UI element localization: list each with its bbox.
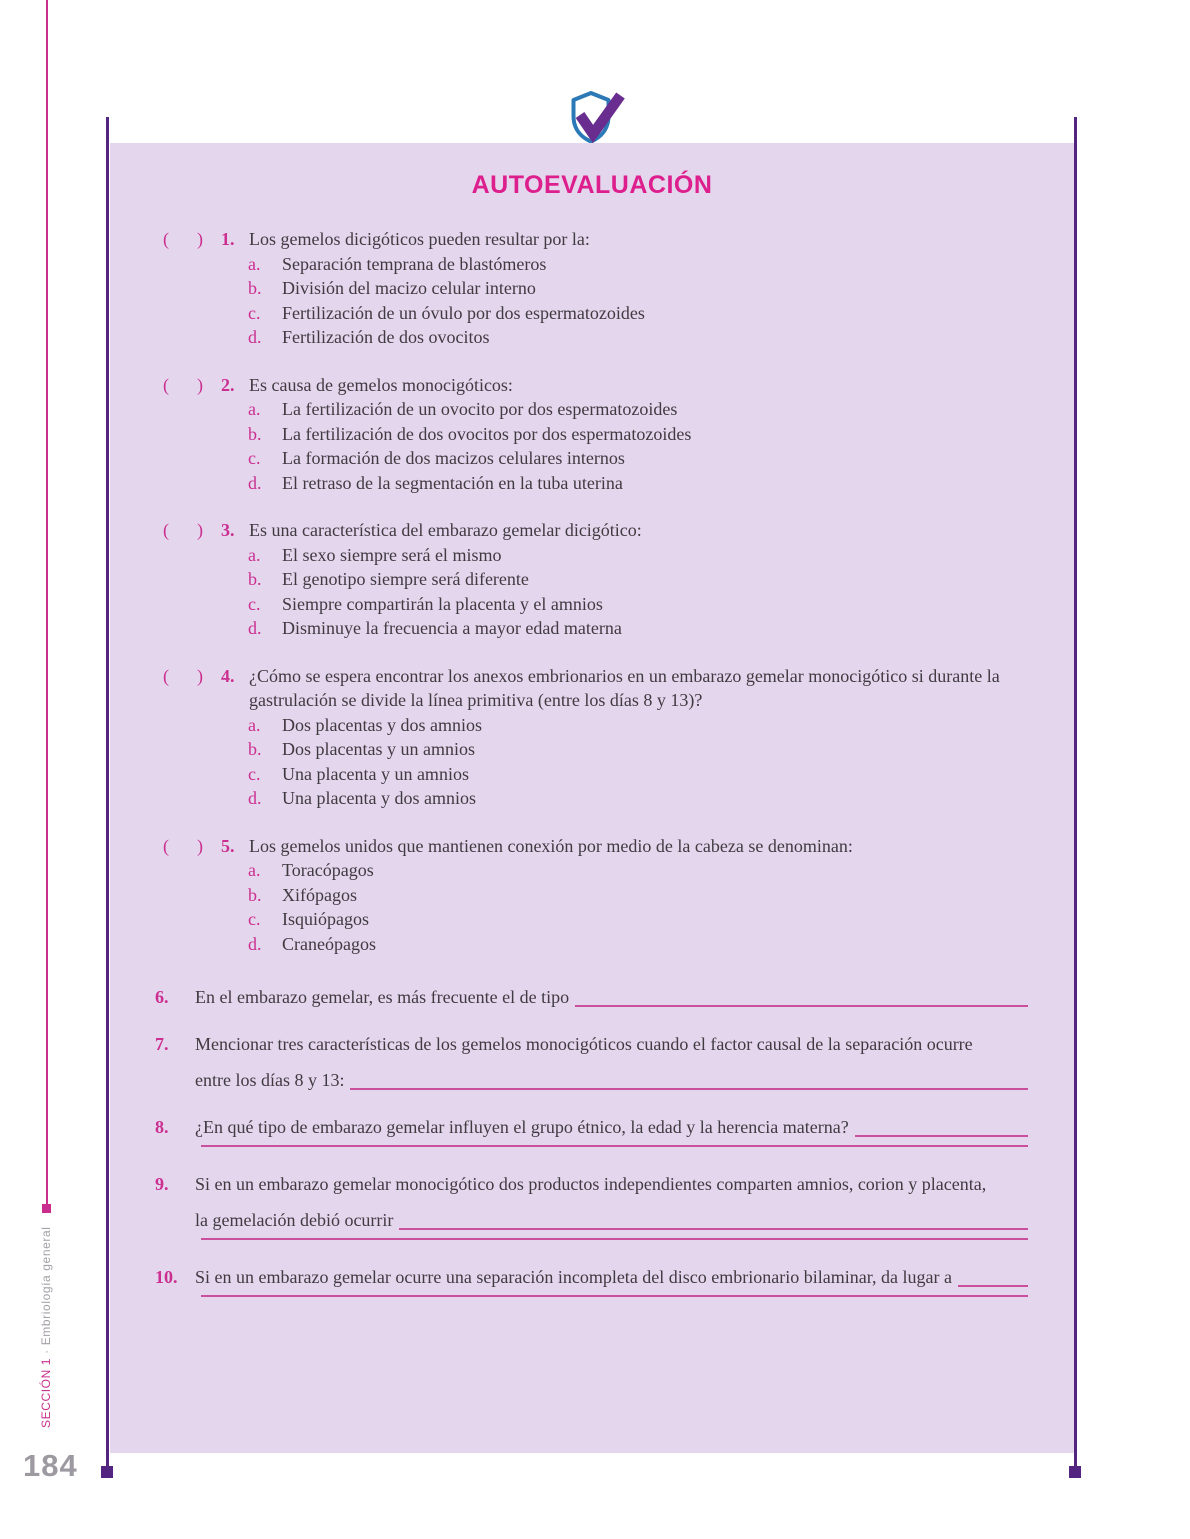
option-text: Disminuye la frecuencia a mayor edad materna (282, 618, 622, 638)
option-text: La fertilización de un ovocito por dos espermatozoides (282, 399, 678, 419)
question-number: 9. (155, 1174, 169, 1194)
mcq-question (163, 518, 1024, 641)
question-text: Si en un embarazo gemelar monocigótico dos productos independientes comparten amnios, corion y placenta, (195, 1174, 987, 1194)
mcq-question (163, 373, 1024, 496)
open-question-list (110, 979, 1074, 1305)
autoevaluacion-panel (110, 143, 1074, 1453)
option-letter: d. (248, 327, 262, 347)
left-pink-rule-end-square (42, 1204, 51, 1213)
answer-slot-open-paren: ( (163, 229, 169, 249)
page-number: 184 (23, 1448, 78, 1483)
open-question-line (155, 1062, 1028, 1098)
option-text: El sexo siempre será el mismo (282, 544, 502, 565)
open-question-line (155, 1295, 1028, 1305)
option-letter: c. (248, 593, 261, 614)
answer-blank-line (201, 1145, 1028, 1147)
question-stem: Es causa de gemelos monocigóticos: (249, 374, 513, 395)
mcq-option (248, 786, 1024, 811)
answer-slot-close-paren: ) (197, 520, 203, 540)
answer-slot-open-paren: ( (163, 520, 169, 540)
question-number: 10. (155, 1267, 178, 1287)
option-letter: c. (248, 909, 261, 929)
option-text: La formación de dos macizos celulares internos (282, 448, 625, 468)
section-title: Embriología general (39, 1226, 53, 1346)
open-question (155, 1026, 1028, 1098)
option-letter: d. (248, 788, 262, 808)
question-number: 2. (221, 374, 235, 395)
option-letter: c. (248, 448, 261, 468)
mcq-options (248, 543, 1024, 641)
mcq-option (248, 276, 1024, 301)
option-letter: a. (248, 544, 261, 565)
option-letter: d. (248, 618, 262, 638)
option-letter: b. (248, 423, 262, 444)
question-text: la gemelación debió ocurrir (195, 1210, 394, 1230)
mcq-options (248, 713, 1024, 811)
panel-left-border-rule (106, 117, 109, 1471)
option-letter: d. (248, 933, 262, 954)
option-letter: d. (248, 472, 262, 493)
shield-check-icon (568, 88, 634, 148)
answer-slot-close-paren: ) (197, 229, 203, 249)
answer-blank-line (575, 1005, 1028, 1007)
mcq-option (248, 397, 1024, 422)
option-text: Una placenta y un amnios (282, 763, 469, 784)
option-letter: b. (248, 278, 262, 298)
mcq-question-head (163, 664, 1024, 713)
left-pink-rule (46, 0, 48, 1204)
question-text: Mencionar tres características de los gemelos monocigóticos cuando el factor causal de la separación ocurre (195, 1034, 973, 1054)
open-question-line (155, 1259, 1028, 1295)
mcq-option (248, 252, 1024, 277)
option-letter: c. (248, 763, 261, 784)
option-text: Una placenta y dos amnios (282, 788, 476, 808)
option-text: El retraso de la segmentación en la tuba uterina (282, 472, 623, 493)
section-sidebar-label (39, 1227, 53, 1429)
section-separator: · (39, 1349, 53, 1354)
mcq-option (248, 858, 1024, 883)
mcq-question (163, 664, 1024, 811)
option-text: Siempre compartirán la placenta y el amnios (282, 593, 603, 614)
mcq-option (248, 737, 1024, 762)
answer-slot-open-paren: ( (163, 374, 169, 395)
mcq-option (248, 567, 1024, 592)
answer-blank-line (855, 1135, 1028, 1137)
option-text: Dos placentas y dos amnios (282, 714, 482, 735)
mcq-question (163, 227, 1024, 350)
mcq-option (248, 932, 1024, 957)
question-number: 8. (155, 1117, 169, 1137)
question-text: entre los días 8 y 13: (195, 1070, 345, 1090)
open-question-line (155, 979, 1028, 1015)
question-number: 7. (155, 1034, 169, 1054)
open-question (155, 1166, 1028, 1248)
mcq-question-list (110, 227, 1074, 956)
option-text: Dos placentas y un amnios (282, 739, 475, 759)
question-stem: Los gemelos unidos que mantienen conexión por medio de la cabeza se denominan: (249, 835, 853, 856)
question-text: En el embarazo gemelar, es más frecuente el de tipo (195, 987, 570, 1007)
option-text: Separación temprana de blastómeros (282, 253, 547, 274)
option-letter: a. (248, 253, 261, 274)
panel-left-border-end-square (101, 1466, 113, 1478)
mcq-options (248, 858, 1024, 956)
answer-slot-close-paren: ) (197, 374, 203, 395)
option-letter: a. (248, 399, 261, 419)
open-question (155, 1109, 1028, 1155)
option-text: Craneópagos (282, 933, 376, 954)
mcq-question-head (163, 518, 1024, 543)
open-question (155, 1259, 1028, 1305)
mcq-question-head (163, 227, 1024, 252)
answer-blank-line (350, 1088, 1028, 1090)
question-number: 5. (221, 835, 235, 856)
mcq-option (248, 301, 1024, 326)
option-text: División del macizo celular interno (282, 278, 536, 298)
question-number: 1. (221, 229, 235, 249)
mcq-question-head (163, 834, 1024, 859)
question-text: ¿En qué tipo de embarazo gemelar influyen el grupo étnico, la edad y la herencia materna? (195, 1117, 849, 1137)
question-text: Si en un embarazo gemelar ocurre una separación incompleta del disco embrionario bilaminar, da lugar a (195, 1267, 952, 1287)
answer-blank-line (201, 1238, 1028, 1240)
open-question (155, 979, 1028, 1015)
answer-slot-open-paren: ( (163, 665, 169, 686)
mcq-option (248, 543, 1024, 568)
open-question-line (155, 1238, 1028, 1248)
question-number: 4. (221, 665, 235, 686)
mcq-option (248, 471, 1024, 496)
page-title: AUTOEVALUACIÓN (471, 171, 713, 199)
option-letter: c. (248, 302, 261, 323)
open-question-line (155, 1145, 1028, 1155)
open-question-line (155, 1202, 1028, 1238)
option-letter: b. (248, 569, 262, 589)
question-stem: ¿Cómo se espera encontrar los anexos embrionarios en un embarazo gemelar monocigótico si durante la gastrulación se divide la línea primitiva (entre los días 8 y 13)? (249, 665, 1000, 710)
mcq-option (248, 907, 1024, 932)
mcq-option (248, 446, 1024, 471)
option-text: La fertilización de dos ovocitos por dos espermatozoides (282, 423, 692, 444)
question-stem: Es una característica del embarazo gemelar dicigótico: (249, 520, 642, 540)
option-text: Fertilización de un óvulo por dos espermatozoides (282, 302, 645, 323)
option-text: Xifópagos (282, 884, 357, 905)
question-stem: Los gemelos dicigóticos pueden resultar por la: (249, 229, 590, 249)
option-text: Toracópagos (282, 860, 374, 880)
question-number: 6. (155, 987, 169, 1007)
panel-right-border-end-square (1069, 1466, 1081, 1478)
answer-blank-line (201, 1295, 1028, 1297)
panel-right-border-rule (1074, 117, 1077, 1471)
open-question-line (155, 1109, 1028, 1145)
answer-slot-close-paren: ) (197, 835, 203, 856)
answer-blank-line (958, 1285, 1028, 1287)
mcq-option (248, 762, 1024, 787)
option-letter: a. (248, 714, 261, 735)
open-question-line (155, 1166, 1028, 1202)
mcq-options (248, 397, 1024, 495)
mcq-option (248, 422, 1024, 447)
mcq-question (163, 834, 1024, 957)
option-letter: b. (248, 884, 262, 905)
mcq-option (248, 883, 1024, 908)
question-number: 3. (221, 520, 235, 540)
option-letter: a. (248, 860, 261, 880)
open-question-line (155, 1026, 1028, 1062)
mcq-question-head (163, 373, 1024, 398)
mcq-options (248, 252, 1024, 350)
option-text: El genotipo siempre será diferente (282, 569, 529, 589)
mcq-option (248, 616, 1024, 641)
answer-blank-line (399, 1228, 1028, 1230)
answer-slot-close-paren: ) (197, 665, 203, 686)
option-text: Fertilización de dos ovocitos (282, 327, 490, 347)
section-label: SECCIÓN 1 (39, 1357, 53, 1428)
mcq-option (248, 713, 1024, 738)
mcq-option (248, 325, 1024, 350)
option-letter: b. (248, 739, 262, 759)
answer-slot-open-paren: ( (163, 835, 169, 856)
option-text: Isquiópagos (282, 909, 369, 929)
mcq-option (248, 592, 1024, 617)
